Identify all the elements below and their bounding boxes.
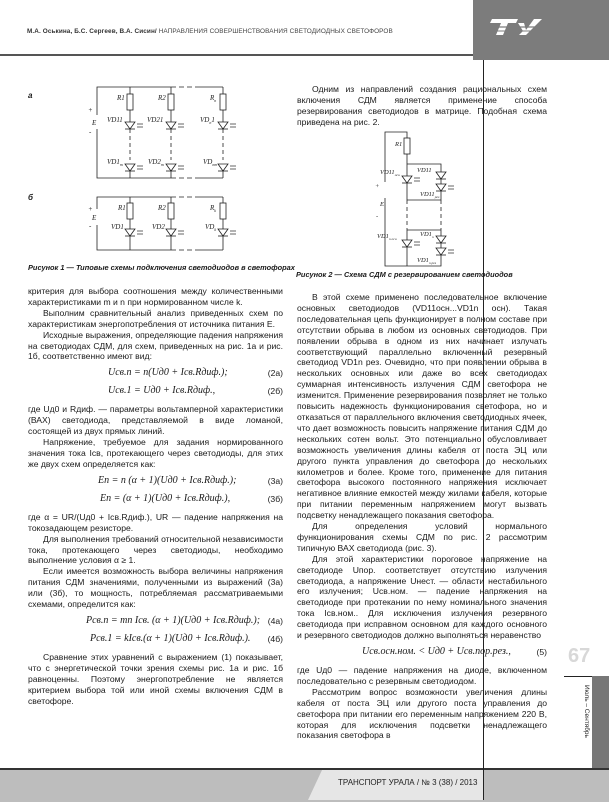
journal-issue: ТРАНСПОРТ УРАЛА / № 3 (38) / 2013	[338, 778, 478, 787]
paragraph: где Uд0 и Rдиф. — параметры вольтамперной характеристики (ВАХ) светодиода, представляемой в виде ломаной, состоящей из двух прямых линий.	[28, 404, 283, 437]
svg-text:R2: R2	[158, 94, 166, 102]
paragraph: где α = UR/(Uд0 + Iсв.Rдиф.), UR — падение напряжения на токозадающем резисторе.	[28, 511, 283, 533]
paragraph: Исходные выражения, определяющие падения напряжения на светодиодах СДМ, для схем, приведенных на рис. 1а и рис. 1б, соответственно имеют вид:	[28, 329, 283, 362]
equation-4b: Pсв.1 = kIсв.(α + 1)(Uд0 + Iсв.Rдиф.). (4б)	[90, 632, 283, 644]
running-header	[27, 28, 393, 35]
header-title: НАПРАВЛЕНИЯ СОВЕРШЕНСТВОВАНИЯ СВЕТОДИОДНЫХ СВЕТОФОРОВ	[158, 28, 393, 35]
journal-logo-icon	[488, 17, 548, 37]
svg-text:Rk: $R_k$	[210, 204, 217, 213]
svg-text:-: -	[89, 222, 92, 230]
figure2-circuit-diagram	[375, 130, 485, 268]
header-authors: М.А. Оськина, Б.С. Сергеев, В.А. Сисин/	[27, 28, 157, 35]
svg-text:VDk: $VD_k$	[205, 223, 217, 232]
figure2-caption: Рисунок 2 — Схема СДМ с резервированием светодиодов	[296, 270, 513, 279]
issue-period: Июль – Сентябрь	[583, 685, 590, 738]
paragraph: Для определения условий нормального функционирования схемы СДМ по рис. 2 рассмотрим типичную ВАХ светодиода (рис. 3).	[297, 521, 547, 553]
paragraph: Если имеется возможность выбора величины напряжения питания СДМ значениями, полученными из выражений (3а) или (3б), то мощность, потребляемая рассматриваемыми схемами, определится как:	[28, 566, 283, 610]
paragraph: Напряжение, требуемое для задания нормированного значения тока Iсв, протекающего через светодиоды, для этих же двух схем определяется как:	[28, 437, 283, 469]
paragraph: Сравнение этих уравнений с выражением (1) показывает, что с энергетической точки зрения схемы рис. 1а и рис. 1б равноценны. Поэтому энергопотребление не является критерием выбора той или иной схемы включения СДМ в светофоре.	[28, 651, 283, 706]
paragraph: В этой схеме применено последовательное включение основных светодиодов (VD11осн...VD1n осн). Такая последовательная цепь функционирует в полном составе при отсутствии обрыва в любом из основных светодиодов. При появлении обрыва в одном из них начинает излучать соответствующий параллельно включенный резервный светодиод VD1n рез. Очевидно, что при появлении обрыва в нескольких основных или даже во всех светодиодах суммарная интенсивность излучения СДМ светофора не изменится. Применение резервирования позволяет не только повысить надежность функционирования светофора, но и отказаться от параллельного включения светодиодных ячеек, что дает возможность повысить напряжение питания СДМ до нескольких сотен вольт. Это потенциально обусловливает возможность увеличения длины кабеля от поста ЭЦ или другого пункта управления до светофора до нескольких километров и более. Кроме того, применение для питания светофора высокого постоянного напряжения исключает негативное влияние емкостей между жилами кабеля, которые при питании переменным напряжением могут вызвать подсветку ненадлежащего показания светофора.	[297, 292, 547, 521]
svg-text:VD1n рез: $VD1_{n рез}$	[417, 257, 437, 265]
figure1b-circuit-diagram	[85, 195, 245, 255]
svg-text:R1: R1	[117, 94, 125, 102]
svg-text:-: -	[376, 213, 379, 220]
svg-text:+: +	[88, 106, 93, 114]
equation-5: Uсв.осн.ном. < Uд0 + Uсв.пор.рез., (5)	[362, 646, 547, 657]
svg-text:VD1n осн: $VD1_{n осн}$	[377, 233, 397, 241]
svg-text:+: +	[375, 183, 380, 190]
svg-text:VD11рез: $VD11_{рез}$	[420, 191, 440, 199]
svg-text:VD2: VD2	[152, 223, 165, 231]
figure1-label-a: а	[28, 91, 33, 100]
svg-text:E: E	[92, 119, 97, 127]
svg-text:-: -	[89, 128, 92, 136]
figure1-caption: Рисунок 1 — Типовые схемы подключения светодиодов в светофорах	[28, 263, 295, 272]
footer-divider	[483, 768, 484, 800]
svg-text:R1: R1	[395, 141, 403, 148]
paragraph: где Uд0 — падение напряжения на диоде, включенном последовательно с резервным светодиодом.	[297, 665, 547, 686]
svg-text:E: E	[380, 201, 384, 208]
equation-3a: En = n (α + 1)(Uд0 + Iсв.Rдиф.); (3а)	[98, 474, 283, 486]
svg-text:VDnm: $VD_{nm}$	[203, 158, 218, 167]
svg-text:R2: R2	[158, 204, 166, 212]
equation-3b: En = (α + 1)(Uд0 + Iсв.Rдиф.), (3б)	[100, 492, 283, 504]
figure1-label-b: б	[28, 193, 33, 202]
paragraph: Для выполнения требований относительной независимости тока, протекающего через светодиоды, необходимо выполнение условия α ≥ 1.	[28, 533, 283, 566]
svg-text:VD1n: $VD1_n$	[420, 231, 434, 239]
svg-text:VD2m: $VD2_m$	[148, 158, 164, 167]
right-column-top	[297, 84, 547, 128]
figure1a-circuit-diagram	[85, 84, 245, 184]
paragraph: критерия для выбора соотношения между количественными характеристиками m и n при нормированном числе k.	[28, 286, 283, 307]
paragraph: Для этой характеристики пороговое напряжение на светодиоде Uпор. соответствует отсутствию излучения светодиода, а напряжение Uнест. — области нестабильного его излучения; Uсв.ном. — падение напряжения на светодиоде при протекании по нему номинального значения тока Iсв.ном.. Для исключения излучения резервного светодиода при исправном основном для каждого основного и резервного светодиодов должно выполняться неравенство	[297, 553, 547, 641]
svg-text:VD21: VD21	[147, 116, 164, 124]
svg-text:VD11: VD11	[417, 167, 432, 174]
right-column	[297, 292, 547, 741]
svg-text:VD11осн: $VD11_{осн}$	[380, 169, 400, 177]
svg-text:E: E	[92, 214, 97, 222]
equation-2a: Uсв.n = n(Uд0 + Iсв.Rдиф.); (2а)	[108, 367, 283, 379]
svg-text:VD11: VD11	[107, 116, 123, 124]
svg-text:Rn: $R_n$	[210, 94, 217, 103]
svg-text:VD1: VD1	[111, 223, 124, 231]
paragraph: Рассмотрим вопрос возможности увеличения длины кабеля от поста ЭЦ или другого поста управления до светофора при питании его переменным напряжением 220 В, которая для исключения подсветки ненадлежащего показания светофора в	[297, 686, 547, 741]
svg-text:+: +	[88, 205, 93, 213]
page-number: 67	[568, 645, 591, 667]
left-column	[28, 286, 283, 706]
header-divider	[0, 54, 474, 56]
svg-text:R1: R1	[118, 204, 126, 212]
paragraph: Выполним сравнительный анализ приведенных схем по характеристикам энергопотребления от источника питания E.	[28, 307, 283, 329]
svg-text:VDn1: $VD_n1$	[200, 116, 215, 125]
equation-4a: Pсв.n = mn Iсв. (α + 1)(Uд0 + Iсв.Rдиф.); (4а)	[86, 614, 283, 626]
footer-bar	[0, 768, 609, 802]
equation-2b: Uсв.1 = Uд0 + Iсв.Rдиф., (2б)	[108, 385, 283, 397]
paragraph: Одним из направлений создания рациональных схем включения СДМ является применение способа резервирования светодиодов в матрице. Подобная схема приведена на рис. 2.	[297, 84, 547, 127]
side-accent-bar	[592, 676, 609, 768]
svg-text:VD1m: $VD1_m$	[107, 158, 123, 167]
